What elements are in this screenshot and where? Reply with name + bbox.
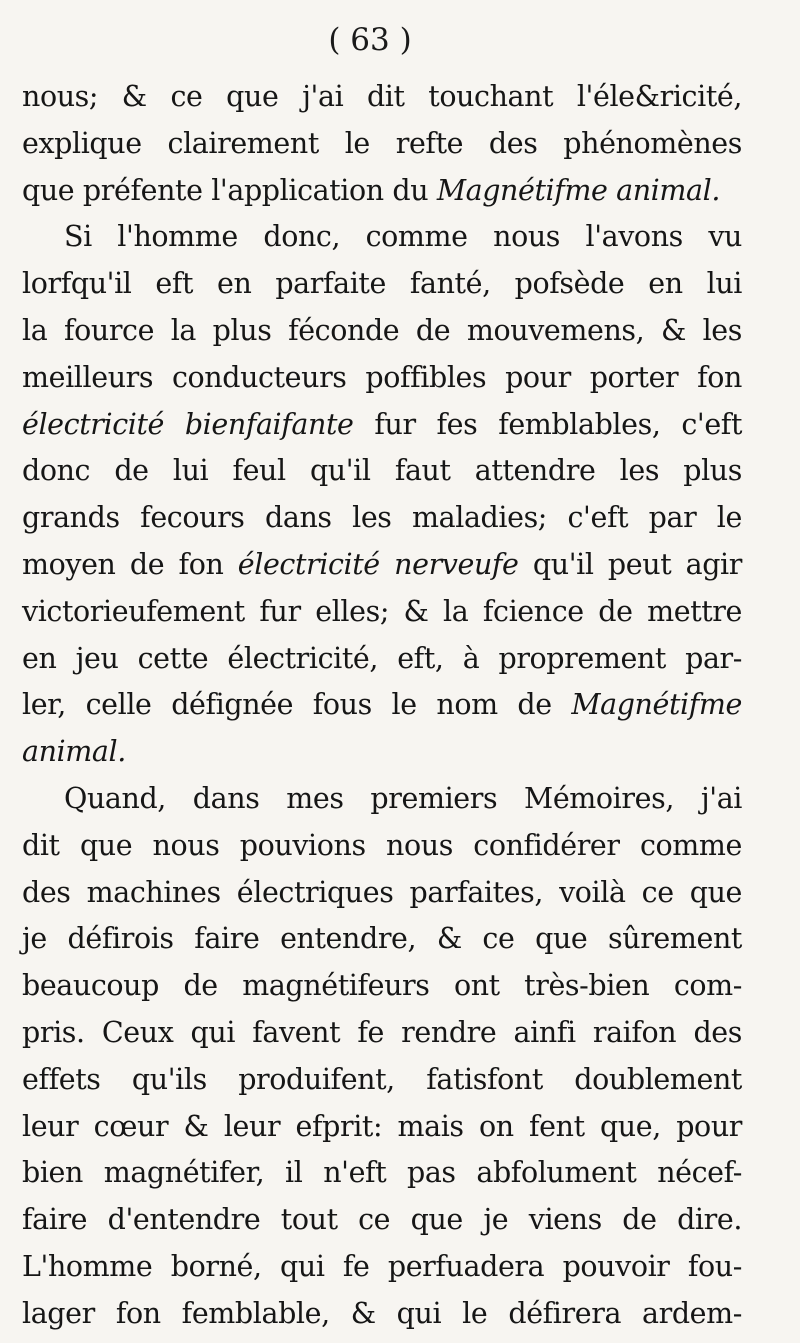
italic-text: animal. [22,735,126,769]
text-line [22,261,742,308]
text-segment: faire d'entendre tout ce que je viens de dire. [22,1203,742,1237]
text-segment: la fource la plus féconde de mouvemens, & les [22,313,742,347]
text-segment: ler, celle défignée fous le nom de [22,688,572,722]
text-line [22,682,742,729]
text-line [22,448,742,495]
text-line [22,1197,742,1244]
text-line [22,1057,742,1104]
italic-text: Magnétifme animal. [436,173,720,207]
text-line [22,729,742,776]
text-segment: explique clairement le refte des phénomènes [22,126,742,160]
italic-text: électricité nerveufe [237,547,519,581]
text-segment: lager fon femblable, & qui le défirera ardem- [22,1296,742,1330]
text-line [22,1244,742,1291]
text-segment: victorieufement fur elles; & la fcience de mettre [22,594,742,628]
text-line [22,214,742,261]
text-segment: L'homme borné, qui fe perfuadera pouvoir fou- [22,1249,742,1283]
text-segment: en jeu cette électricité, eft, à proprement par- [22,641,742,675]
text-segment: nous; & ce que j'ai dit touchant l'éle&ricité, [22,80,742,113]
text-line [22,402,742,449]
text-segment: qu'il peut agir [518,547,742,581]
text-line [22,1010,742,1057]
text-line [22,776,742,823]
text-line [22,168,742,215]
text-segment: fur fes femblables, c'eft [353,407,742,441]
text-segment: lorfqu'il eft en parfaite fanté, pofsède en lui [22,267,742,301]
text-segment: beaucoup de magnétifeurs ont très-bien com- [22,969,742,1003]
text-line [22,1104,742,1151]
italic-text: Magnétifme [571,688,742,722]
text-line [22,542,742,589]
text-line [22,589,742,636]
text-segment: je défirois faire entendre, & ce que sûrement [22,922,742,956]
text-segment: pris. Ceux qui favent fe rendre ainfi raifon des [22,1015,742,1049]
text-line [22,916,742,963]
text-line [22,121,742,168]
text-segment: donc de lui feul qu'il faut attendre les plus [22,454,742,488]
page-number: ( 63 ) [328,22,412,58]
text-line [22,1150,742,1197]
text-segment: effets qu'ils produifent, fatisfont doublement [22,1062,742,1096]
text-line [22,74,742,121]
text-segment: moyen de fon [22,547,238,581]
text-segment: bien magnétifer, il n'eft pas abfolument nécef- [22,1156,742,1190]
text-segment: des machines électriques parfaites, voilà ce que [22,875,742,909]
text-segment: leur cœur & leur efprit: mais on fent que, pour [22,1109,742,1143]
text-line [22,355,742,402]
italic-text: électricité bienfaifante [22,407,354,441]
body-text [22,74,742,1338]
text-line [22,1291,742,1338]
text-line [22,636,742,683]
text-segment: que préfente l'application du [22,173,437,207]
text-line [22,308,742,355]
text-line [22,495,742,542]
text-line [22,823,742,870]
text-segment: meilleurs conducteurs poffibles pour porter fon [22,360,742,394]
text-line [22,870,742,917]
text-segment: Si l'homme donc, comme nous l'avons vu [64,220,742,254]
text-segment: dit que nous pouvions nous confidérer comme [22,828,742,862]
text-segment: Quand, dans mes premiers Mémoires, j'ai [64,781,742,815]
text-line [22,963,742,1010]
text-segment: grands fecours dans les maladies; c'eft par le [22,501,742,535]
